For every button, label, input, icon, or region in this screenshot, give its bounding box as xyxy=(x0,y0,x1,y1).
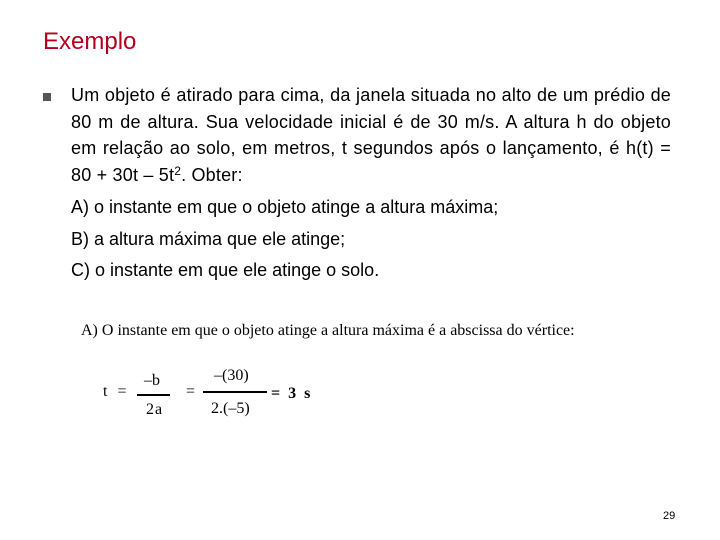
formula-numerator-1: –b xyxy=(144,372,160,389)
problem-text: Um objeto é atirado para cima, da janela situada no alto de um prédio de 80 m de altura. Sua velocidade inicial é de 30 m/s. A altura h do objeto em relação ao solo, em metros, t segundos após o lançamento, é h(t) = 80 + 30t – 5t xyxy=(71,85,671,185)
formula-result: = 3 s xyxy=(271,385,313,402)
slide-title: Exemplo xyxy=(43,28,137,55)
formula-denominator-2: 2.(–5) xyxy=(211,400,250,417)
fraction-bar-1 xyxy=(137,394,170,396)
problem-text-end: . Obter: xyxy=(181,164,243,185)
problem-statement xyxy=(71,82,671,188)
formula-lhs: t = xyxy=(103,383,130,400)
fraction-bar-2 xyxy=(203,391,267,393)
bullet-square-icon xyxy=(43,93,51,101)
question-a: A) o instante em que o objeto atinge a altura máxima; xyxy=(71,197,499,217)
formula-denominator-1: 2a xyxy=(146,401,164,418)
question-b: B) a altura máxima que ele atinge; xyxy=(71,229,346,249)
page-number: 29 xyxy=(663,510,676,522)
exponent: 2 xyxy=(174,163,182,178)
formula-numerator-2: –(30) xyxy=(214,367,249,384)
formula-equals: = xyxy=(186,383,196,400)
answer-a-text: A) O instante em que o objeto atinge a altura máxima é a abscissa do vértice: xyxy=(81,322,575,339)
question-c: C) o instante em que ele atinge o solo. xyxy=(71,260,380,280)
